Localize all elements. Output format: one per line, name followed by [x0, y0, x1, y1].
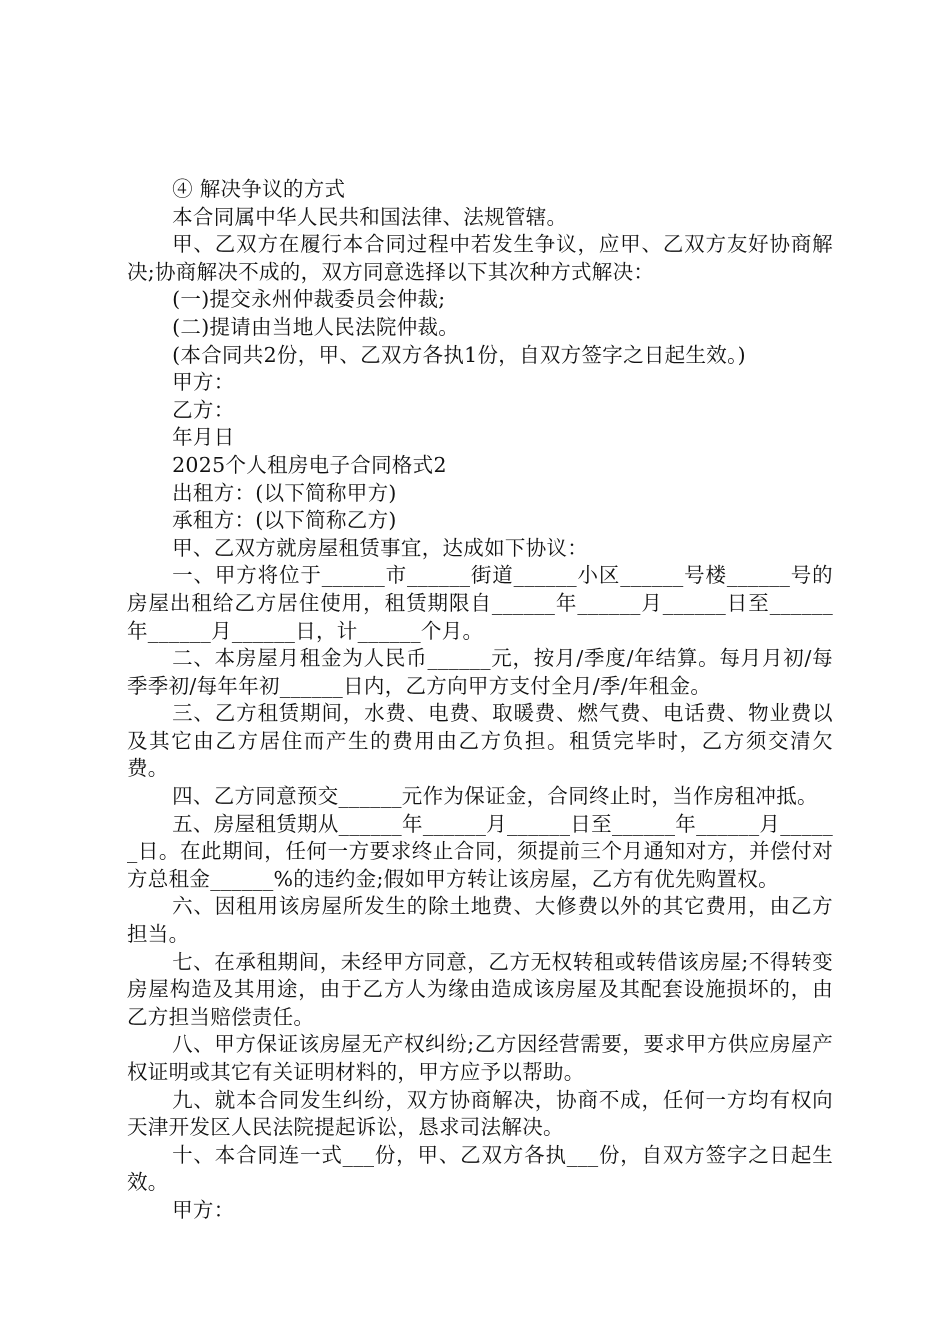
signature-party-a-final: 甲方：	[172, 1197, 235, 1222]
clause-7-sublease: 七、在承租期间，未经甲方同意，乙方无权转租或转借该房屋;不得转变房屋构造及其用途，由于乙方人为缘由造成该房屋及其配套设施损坏的，由乙方担当赔偿责任。	[127, 949, 833, 1029]
signature-party-a: 甲方：	[172, 370, 235, 395]
section-heading-dispute-resolution: ④ 解决争议的方式	[172, 177, 346, 201]
clause-6-other-fees: 六、因租用该房屋所发生的除土地费、大修费以外的其它费用，由乙方担当。	[127, 894, 833, 947]
paragraph-lessor: 出租方：(以下简称甲方)	[172, 480, 397, 505]
paragraph-agreement-intro: 甲、乙双方就房屋租赁事宜，达成如下协议：	[172, 535, 589, 560]
paragraph-option-arbitration: (一)提交永州仲裁委员会仲裁;	[172, 287, 446, 312]
clause-3-utilities: 三、乙方租赁期间，水费、电费、取暖费、燃气费、电话费、物业费以及其它由乙方居住而产生的费用由乙方负担。租赁完毕时，乙方须交清欠费。	[127, 701, 833, 781]
clause-4-deposit: 四、乙方同意预交______元作为保证金，合同终止时，当作房租冲抵。	[172, 784, 818, 809]
paragraph-copies-note: (本合同共2份，甲、乙双方各执1份，自双方签字之日起生效。)	[172, 342, 746, 367]
signature-date: 年月日	[172, 425, 235, 450]
clause-10-copies: 十、本合同连一式___份，甲、乙双方各执___份，自双方签字之日起生效。	[127, 1142, 833, 1195]
document-body	[127, 176, 833, 1225]
signature-party-b: 乙方：	[172, 397, 235, 422]
paragraph-option-court: (二)提请由当地人民法院仲裁。	[172, 314, 460, 339]
contract-title: 2025个人租房电子合同格式2	[172, 452, 447, 477]
clause-2-rent: 二、本房屋月租金为人民币______元，按月/季度/年结算。每月月初/每季季初/每年年初______日内，乙方向甲方支付全月/季/年租金。	[127, 646, 833, 698]
paragraph-lessee: 承租方：(以下简称乙方)	[172, 508, 397, 533]
paragraph-dispute-clause: 甲、乙双方在履行本合同过程中若发生争议，应甲、乙双方友好协商解决;协商解决不成的，双方同意选择以下其次种方式解决：	[127, 232, 833, 284]
clause-9-disputes: 九、就本合同发生纠纷，双方协商解决，协商不成，任何一方均有权向天津开发区人民法院提起诉讼，恳求司法解决。	[127, 1087, 833, 1140]
clause-5-term: 五、房屋租赁期从______年______月______日至______年______月______日。在此期间，任何一方要求终止合同，须提前三个月通知对方，并偿付对方总租金______%的违约金;假如甲方转让该房屋，乙方有优先购置权。	[127, 811, 833, 891]
clause-8-title: 八、甲方保证该房屋无产权纠纷;乙方因经营需要，要求甲方供应房屋产权证明或其它有关证明材料的，甲方应予以帮助。	[127, 1032, 833, 1084]
paragraph-governing-law: 本合同属中华人民共和国法律、法规管辖。	[172, 204, 568, 229]
clause-1-premises: 一、甲方将位于______市______街道______小区______号楼______号的房屋出租给乙方居住使用，租赁期限自______年______月______日至______年______月______日，计______个月。	[127, 563, 833, 643]
